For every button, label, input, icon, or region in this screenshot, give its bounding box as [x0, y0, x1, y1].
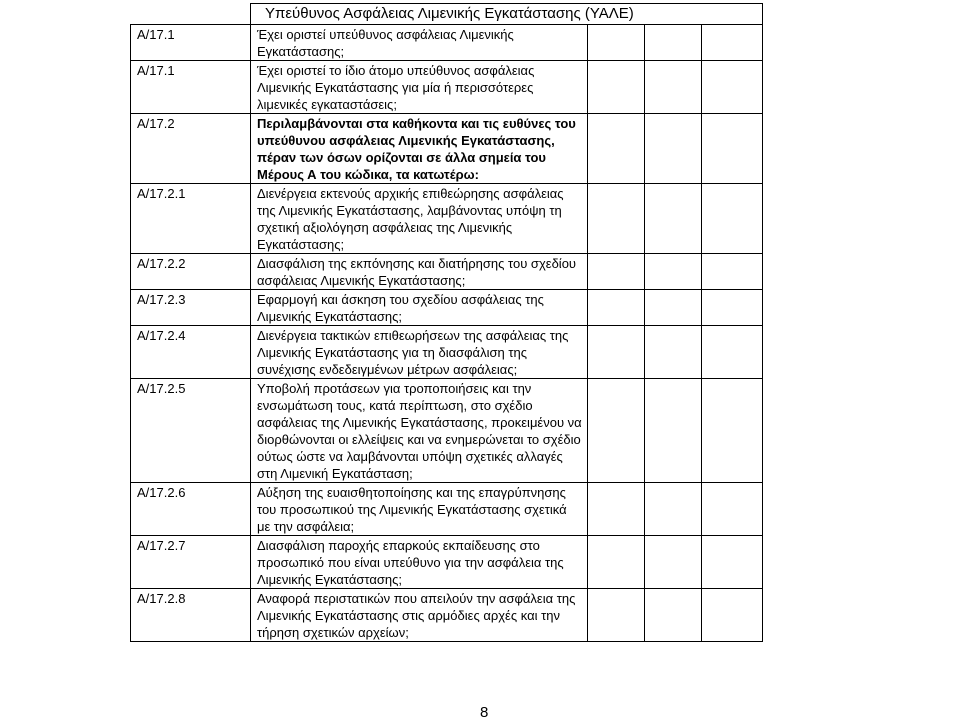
row-code: Α/17.2.4 — [131, 326, 251, 379]
row-question: Διασφάλιση παροχής επαρκούς εκπαίδευσης στο προσωπικό που είναι υπεύθυνο για την ασφάλεια της Λιμενικής Εγκατάστασης; — [251, 536, 588, 589]
table-row — [131, 589, 763, 642]
answer-cell-1[interactable] — [588, 114, 645, 184]
table-row — [131, 61, 763, 114]
row-code: Α/17.2.6 — [131, 483, 251, 536]
row-question: Έχει οριστεί υπεύθυνος ασφάλειας Λιμενικής Εγκατάστασης; — [251, 25, 588, 61]
table-title: Υπεύθυνος Ασφάλειας Λιμενικής Εγκατάστασης (ΥΑΛΕ) — [251, 4, 763, 25]
row-code: Α/17.2.8 — [131, 589, 251, 642]
answer-cell-1[interactable] — [588, 536, 645, 589]
answer-cell-2[interactable] — [645, 25, 702, 61]
row-code: Α/17.2.5 — [131, 379, 251, 483]
row-code: Α/17.2.1 — [131, 184, 251, 254]
row-question: Έχει οριστεί το ίδιο άτομο υπεύθυνος ασφάλειας Λιμενικής Εγκατάστασης για μία ή περισσότερες λιμενικές εγκαταστάσεις; — [251, 61, 588, 114]
table-row — [131, 25, 763, 61]
remarks-cell[interactable] — [702, 290, 763, 326]
answer-cell-2[interactable] — [645, 290, 702, 326]
row-question: Εφαρμογή και άσκηση του σχεδίου ασφάλειας της Λιμενικής Εγκατάστασης; — [251, 290, 588, 326]
table-header-row — [131, 4, 763, 25]
remarks-cell[interactable] — [702, 483, 763, 536]
answer-cell-1[interactable] — [588, 589, 645, 642]
table-row — [131, 290, 763, 326]
answer-cell-2[interactable] — [645, 589, 702, 642]
header-blank-cell — [131, 4, 251, 25]
answer-cell-1[interactable] — [588, 290, 645, 326]
row-code: Α/17.2.3 — [131, 290, 251, 326]
answer-cell-2[interactable] — [645, 536, 702, 589]
answer-cell-2[interactable] — [645, 114, 702, 184]
row-code: Α/17.1 — [131, 61, 251, 114]
row-question: Διενέργεια εκτενούς αρχικής επιθεώρησης ασφάλειας της Λιμενικής Εγκατάστασης, λαμβάνοντας υπόψη τη σχετική αξιολόγηση ασφάλειας της Λιμενικής Εγκατάστασης; — [251, 184, 588, 254]
remarks-cell[interactable] — [702, 25, 763, 61]
row-question: Υποβολή προτάσεων για τροποποιήσεις και την ενσωμάτωση τους, κατά περίπτωση, στο σχέδιο ασφάλειας της Λιμενικής Εγκατάστασης, προκειμένου να διορθώνονται οι ελλείψεις και να ενημερώνεται το σχέδιο ούτως ώστε να λαμβάνονται υπόψη σχετικές αλλαγές στη Λιμενική Εγκατάσταση; — [251, 379, 588, 483]
answer-cell-2[interactable] — [645, 254, 702, 290]
page-number: 8 — [480, 704, 489, 721]
table-row — [131, 326, 763, 379]
answer-cell-1[interactable] — [588, 326, 645, 379]
remarks-cell[interactable] — [702, 114, 763, 184]
answer-cell-2[interactable] — [645, 61, 702, 114]
table-row — [131, 254, 763, 290]
row-question: Αναφορά περιστατικών που απειλούν την ασφάλεια της Λιμενικής Εγκατάστασης στις αρμόδιες αρχές και την τήρηση σχετικών αρχείων; — [251, 589, 588, 642]
remarks-cell[interactable] — [702, 184, 763, 254]
answer-cell-1[interactable] — [588, 25, 645, 61]
answer-cell-1[interactable] — [588, 61, 645, 114]
answer-cell-2[interactable] — [645, 184, 702, 254]
row-question: Περιλαμβάνονται στα καθήκοντα και τις ευθύνες του υπεύθυνου ασφάλειας Λιμενικής Εγκατάστασης, πέραν των όσων ορίζονται σε άλλα σημεία του Μέρους Α του κώδικα, τα κατωτέρω: — [251, 114, 588, 184]
row-code: Α/17.2.7 — [131, 536, 251, 589]
answer-cell-1[interactable] — [588, 379, 645, 483]
table-row — [131, 379, 763, 483]
checklist-table — [130, 3, 763, 642]
answer-cell-1[interactable] — [588, 483, 645, 536]
answer-cell-2[interactable] — [645, 326, 702, 379]
row-question: Αύξηση της ευαισθητοποίησης και της επαγρύπνησης του προσωπικού της Λιμενικής Εγκατάστασης σχετικά με την ασφάλεια; — [251, 483, 588, 536]
row-code: Α/17.2 — [131, 114, 251, 184]
row-question: Διασφάλιση της εκπόνησης και διατήρησης του σχεδίου ασφάλειας Λιμενικής Εγκατάστασης; — [251, 254, 588, 290]
remarks-cell[interactable] — [702, 326, 763, 379]
table-row — [131, 536, 763, 589]
remarks-cell[interactable] — [702, 379, 763, 483]
row-code: Α/17.1 — [131, 25, 251, 61]
answer-cell-2[interactable] — [645, 379, 702, 483]
table-row — [131, 114, 763, 184]
remarks-cell[interactable] — [702, 254, 763, 290]
answer-cell-1[interactable] — [588, 254, 645, 290]
table-row — [131, 184, 763, 254]
table-row — [131, 483, 763, 536]
row-question: Διενέργεια τακτικών επιθεωρήσεων της ασφάλειας της Λιμενικής Εγκατάστασης για τη διασφάλιση της συνέχισης ενδεδειγμένων μέτρων ασφάλειας; — [251, 326, 588, 379]
remarks-cell[interactable] — [702, 589, 763, 642]
row-code: Α/17.2.2 — [131, 254, 251, 290]
table-body — [131, 25, 763, 642]
remarks-cell[interactable] — [702, 536, 763, 589]
answer-cell-2[interactable] — [645, 483, 702, 536]
remarks-cell[interactable] — [702, 61, 763, 114]
answer-cell-1[interactable] — [588, 184, 645, 254]
